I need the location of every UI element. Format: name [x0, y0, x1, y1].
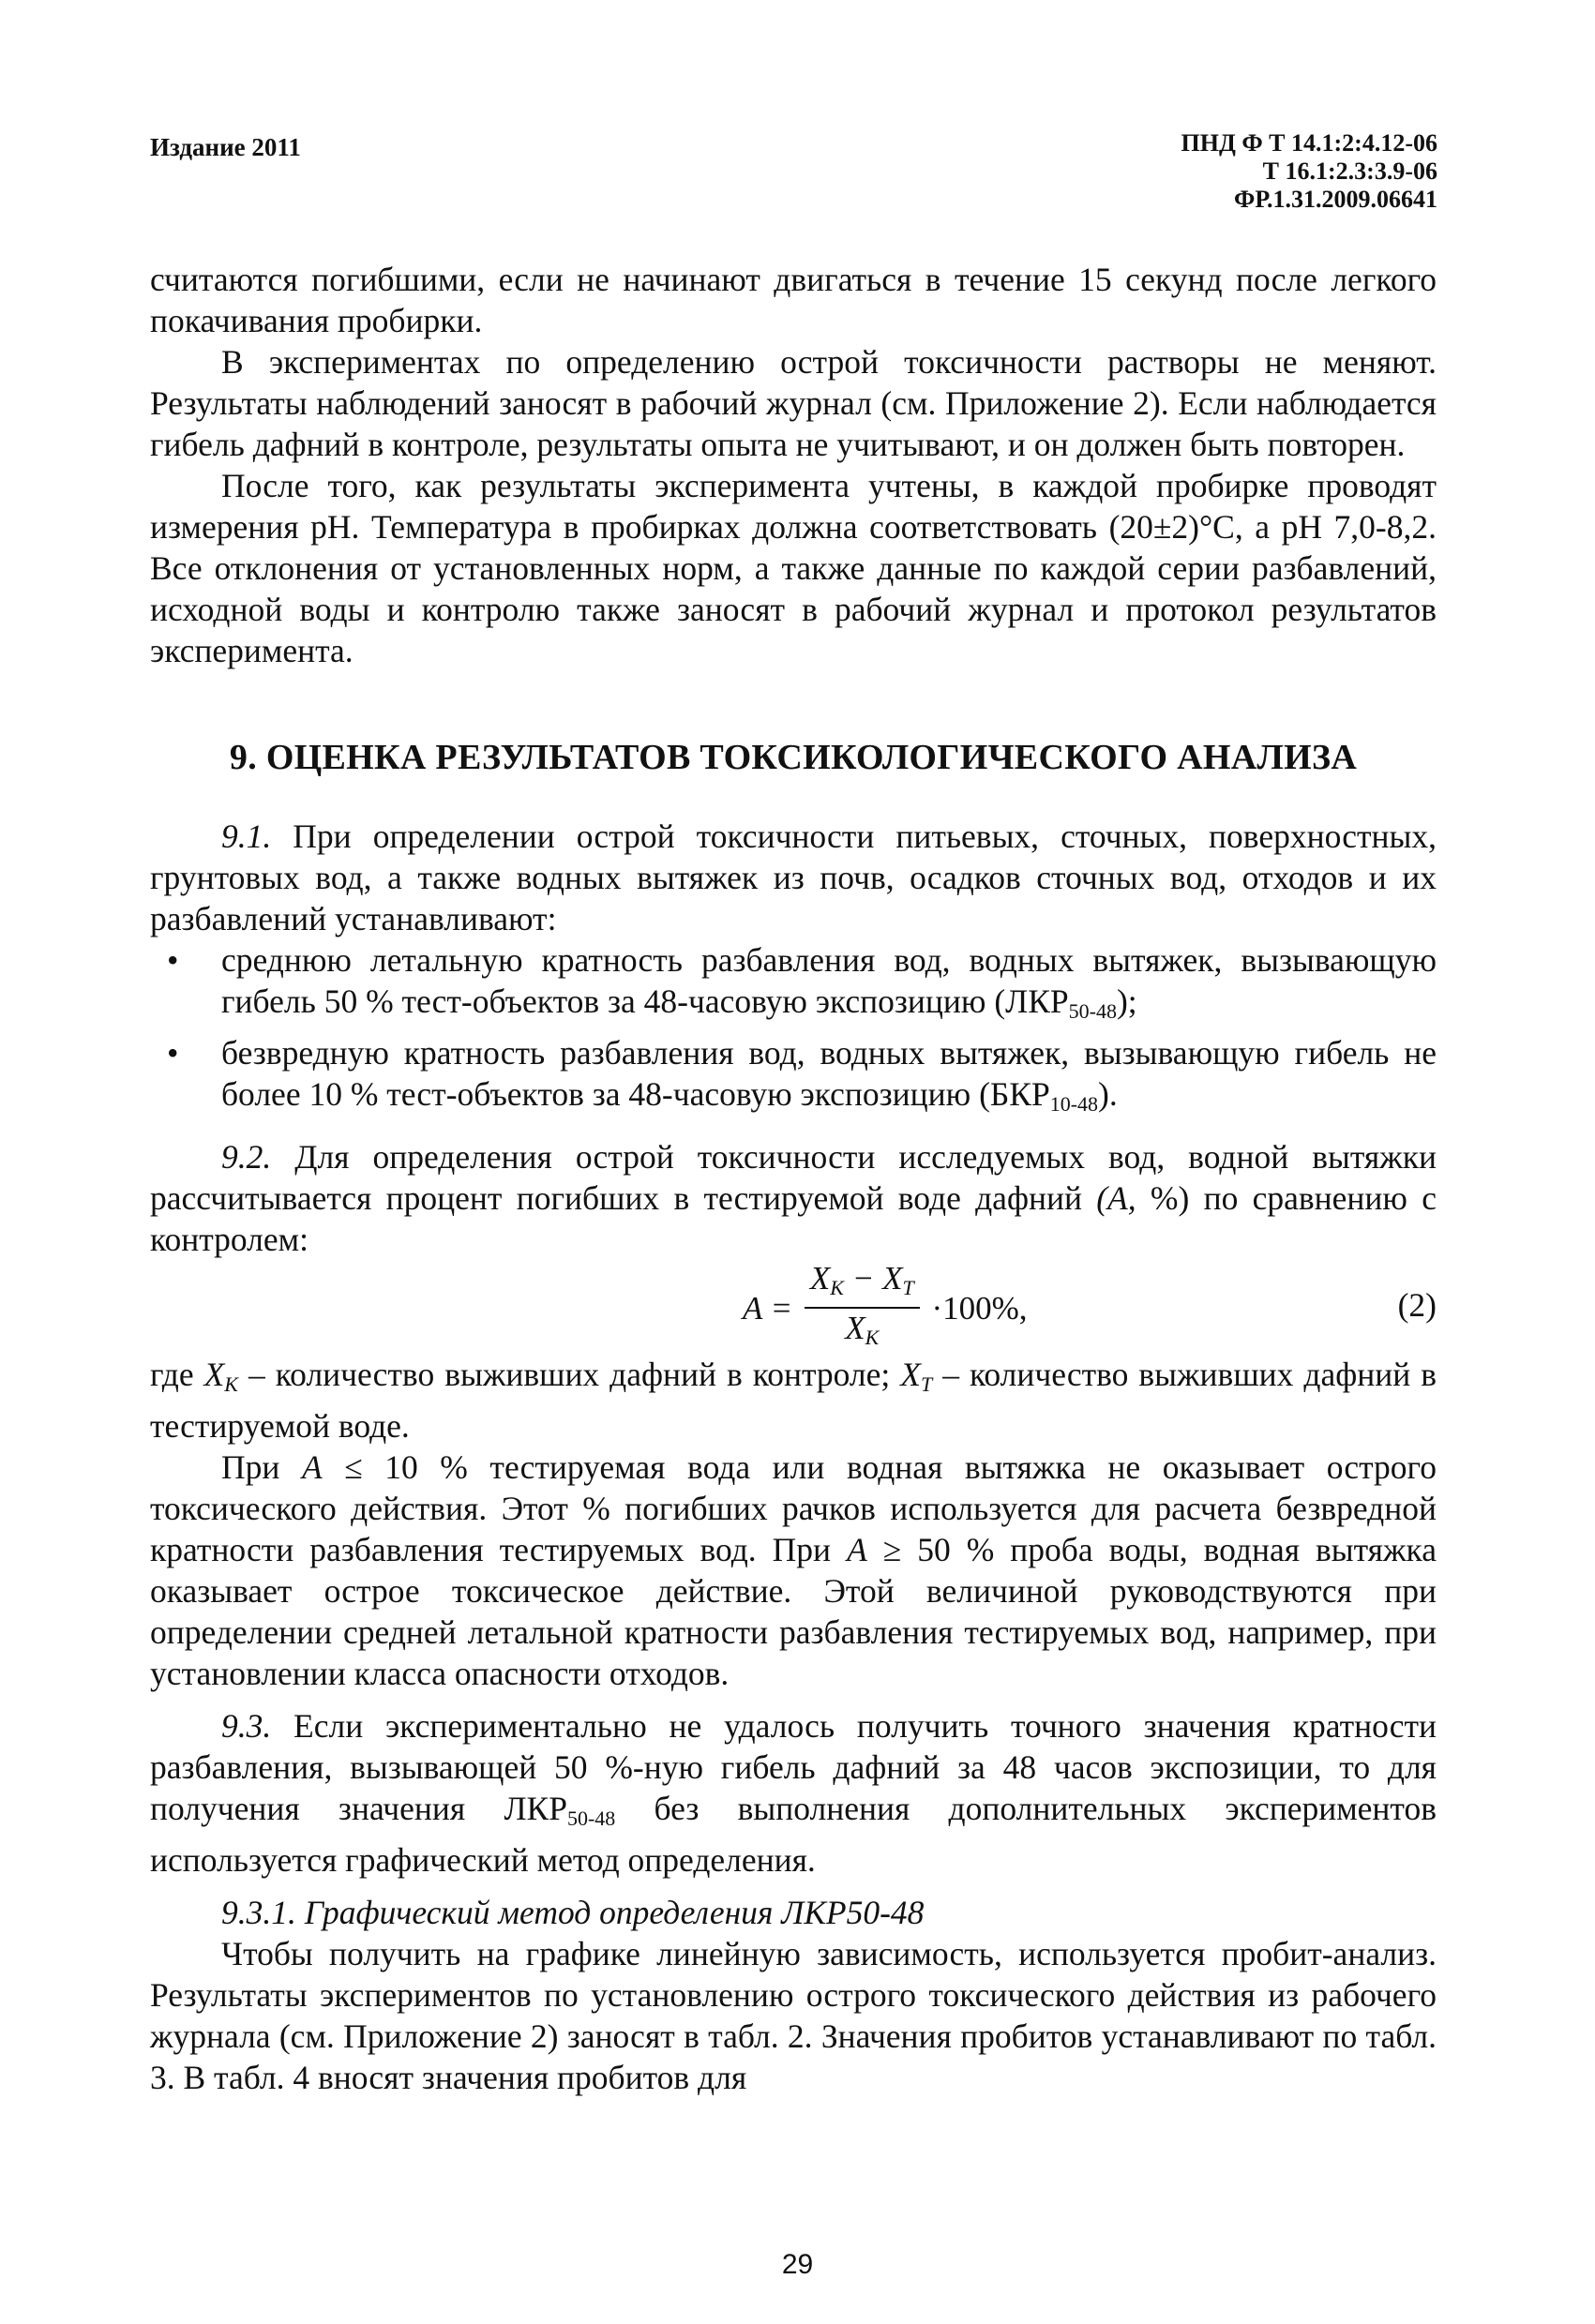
document-code-line-3: ФР.1.31.2009.06641: [1234, 186, 1437, 213]
clause-number: 9.1.: [221, 817, 272, 855]
bullet-icon: •: [167, 941, 179, 979]
document-code: [1181, 129, 1437, 214]
clause-9-1: [150, 816, 1437, 939]
formula-expression: A = $\frac{XK - XT}{XK}$ ·100%,: [743, 1260, 1028, 1357]
clause-9-2: 9.2. Для определения острой токсичности исследуемых вод, водной вытяжки рассчитывается процент погибших в тестируемой воде дафний (А, %) по сравнению с контролем:: [150, 1138, 1437, 1258]
paragraph-where: где XK – количество выживших дафний в контроле; XT – количество выживших дафний в тестируемой воде.: [150, 1356, 1437, 1445]
bullet-icon: •: [167, 1034, 179, 1072]
body-text: [150, 259, 1437, 2098]
bullet-list: [150, 939, 1437, 1125]
clause-text: При определении острой токсичности питьевых, сточных, поверхностных, грунтовых вод, а также водных вытяжек из почв, осадков сточных вод, отходов и их разбавлений устанавливают:: [150, 817, 1437, 937]
paragraph-probit: Чтобы получить на графике линейную зависимость, используется пробит-анализ. Результаты экспериментов по установлению острого токсического действия из рабочего журнала (см. Приложение 2) заносят в табл. 2. Значения пробитов устанавливают по табл. 3. В табл. 4 вносят значения пробитов для: [150, 1935, 1437, 2096]
list-item: • среднюю летальную кратность разбавления вод, водных вытяжек, вызывающую гибель 50 % тест-объектов за 48-часовую экспозицию $(ЛКР_{50-48})$;: [167, 941, 1437, 1023]
section-title: 9. ОЦЕНКА РЕЗУЛЬТАТОВ ТОКСИКОЛОГИЧЕСКОГО АНАЛИЗА: [229, 738, 1358, 777]
clause-number: 9.3.: [221, 1707, 272, 1745]
edition-label: Издание 2011: [150, 133, 301, 161]
formula-fraction: $\frac{XK - XT}{XK}$: [805, 1260, 920, 1357]
paragraph-thresholds: При А ≤ 10 % тестируемая вода или водная вытяжка не оказывает острого токсического действия. Этот % погибших рачков используется для расчета безвредной кратности разбавления тестируемых вод. При А ≥ 50 % проба воды, водная вытяжка оказывает острое токсическое действие. Этой величиной руководствуются при определении средней летальной кратности разбавления тестируемых вод, например, при установлении класса опасности отходов.: [150, 1448, 1437, 1692]
document-code-line-1: ПНД Ф Т 14.1:2:4.12-06: [1181, 129, 1437, 157]
document-code-line-2: Т 16.1:2.3:3.9-06: [1262, 157, 1437, 185]
paragraph-ph-measurement: После того, как результаты эксперимента учтены, в каждой пробирке проводят измерения pH. Температура в пробирках должна соответствовать (20±2)°С, а pH 7,0-8,2. Все отклонения от установленных норм, а также данные по каждой серии разбавлений, исходной воды и контролю также заносят в рабочий журнал и протокол результатов эксперимента.: [150, 467, 1437, 669]
clause-number: 9.2.: [221, 1138, 272, 1176]
list-item: • безвредную кратность разбавления вод, водных вытяжек, вызывающую гибель не более 10 % тест-объектов за 48-часовую экспозицию $(БКР_{10-48})$.: [167, 1034, 1437, 1116]
formula-2: [150, 1260, 1437, 1354]
subsection-title-9-3-1: 9.3.1. Графический метод определения ЛКР50-48: [221, 1894, 925, 1931]
equation-number: (2): [1397, 1286, 1437, 1324]
paragraph-solutions: В экспериментах по определению острой токсичности растворы не меняют. Результаты наблюдений заносят в рабочий журнал (см. Приложение 2). Если наблюдается гибель дафний в контроле, результаты опыта не учитывают, и он должен быть повторен.: [150, 343, 1437, 463]
paragraph-continuation: считаются погибшими, если не начинают двигаться в течение 15 секунд после легкого покачивания пробирки.: [150, 261, 1437, 339]
clause-9-3: 9.3. Если экспериментально не удалось получить точного значения кратности разбавления, вызывающей 50 %-ную гибель дафний за 48 часов экспозиции, то для получения значения $ЛКР_{50-48}$ без выполнения дополнительных экспериментов используется графический метод определения.: [150, 1707, 1437, 1879]
page-number: 29: [781, 2249, 814, 2280]
